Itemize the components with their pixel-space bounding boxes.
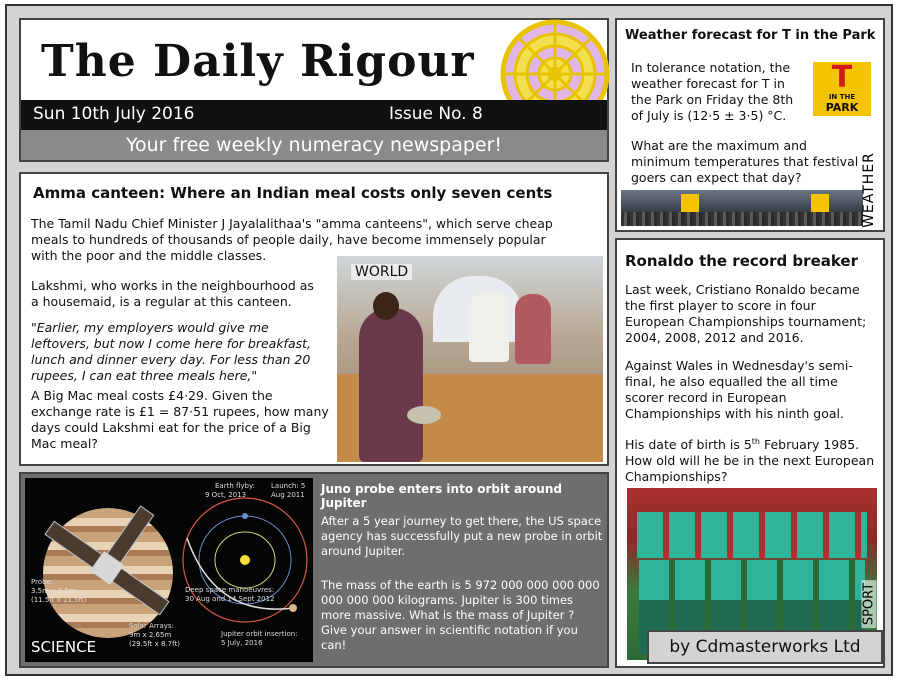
sport-tag: SPORT bbox=[862, 580, 877, 628]
masthead-title: The Daily Rigour bbox=[41, 36, 475, 87]
amma-paragraph-1: The Tamil Nadu Chief Minister J Jayalalithaa's "amma canteens", which serve cheap meals to hundreds of thousands of people daily, have become immensely popular with the poor and the middle classes. bbox=[31, 216, 553, 263]
logo-letter: T bbox=[831, 60, 853, 95]
juno-headline: Juno probe enters into orbit around Jupiter bbox=[321, 482, 562, 510]
weather-text-1: In tolerance notation, the weather forecast for T in the Park on Friday the 8th of July is (12·5 ± 3·5) °C. bbox=[631, 60, 794, 123]
t-in-the-park-logo bbox=[813, 62, 871, 116]
probe-size-m: 3.5m x 3.5m bbox=[31, 587, 76, 595]
ronaldo-question-start: His date of birth is 5 bbox=[625, 437, 752, 453]
solar-arrays-label: Solar Arrays: bbox=[129, 622, 174, 630]
ronaldo-paragraph-1: Last week, Cristiano Ronaldo became the first player to score in four European Championships tournament; 2004, 2008, 2012 and 2016. bbox=[625, 282, 867, 345]
ronaldo-paragraph-2: Against Wales in Wednesday's semi-final, he also equalled the all time scorer record in European Championships with his ninth goal. bbox=[625, 358, 853, 421]
newspaper-page bbox=[5, 4, 893, 676]
solar-arrays-size-m: 9m x 2.65m bbox=[129, 631, 172, 639]
juno-diagram bbox=[25, 478, 313, 662]
credit-box bbox=[647, 630, 883, 664]
ronaldo-headline: Ronaldo the record breaker bbox=[625, 252, 859, 270]
launch-date: Aug 2011 bbox=[271, 491, 305, 499]
ronaldo-question bbox=[625, 434, 879, 485]
manoeuvres-label: Deep space manoeuvres: bbox=[185, 586, 275, 594]
weather-side-tag: WEATHER bbox=[861, 152, 877, 228]
canteen-photo bbox=[337, 256, 603, 462]
orbit-insertion-label: Jupiter orbit insertion: bbox=[221, 630, 298, 638]
amma-quote: "Earlier, my employers would give me leftovers, but now I come here for breakfast, lunch and dinner every day. For less than 20 rupees, I can eat three meals here," bbox=[31, 320, 312, 383]
weather-panel bbox=[615, 18, 885, 232]
amma-headline: Amma canteen: Where an Indian meal costs only seven cents bbox=[33, 184, 553, 202]
ronaldo-panel bbox=[615, 238, 885, 668]
logo-line-2: PARK bbox=[825, 101, 859, 114]
world-tag: WORLD bbox=[351, 264, 412, 280]
logo-line-1: IN THE bbox=[828, 93, 856, 101]
masthead bbox=[19, 18, 609, 162]
probe-label: Probe: bbox=[31, 578, 54, 586]
manoeuvres-dates: 30 Aug and 14 Sept 2012 bbox=[185, 595, 275, 603]
juno-panel bbox=[19, 472, 609, 668]
juno-paragraph-1: After a 5 year journey to get there, the US space agency has successfully put a new probe in orbit around Jupiter. bbox=[321, 514, 603, 558]
ronaldo-question-sup: th bbox=[751, 437, 761, 446]
earth-flyby-label: Earth flyby: bbox=[215, 482, 255, 490]
masthead-date: Sun 10th July 2016 bbox=[33, 104, 195, 124]
amma-panel bbox=[19, 172, 609, 466]
weather-headline: Weather forecast for T in the Park bbox=[625, 28, 876, 43]
masthead-issue: Issue No. 8 bbox=[389, 104, 483, 124]
amma-paragraph-2: Lakshmi, who works in the neighbourhood as a housemaid, is a regular at this canteen. bbox=[31, 278, 314, 309]
earth-flyby-date: 9 Oct, 2013 bbox=[205, 491, 247, 499]
festival-crowd-photo bbox=[621, 190, 863, 226]
weather-text-2: What are the maximum and minimum temperatures that festival goers can expect that day? bbox=[631, 138, 859, 185]
science-tag: SCIENCE bbox=[31, 638, 97, 656]
masthead-tagline: Your free weekly numeracy newspaper! bbox=[125, 134, 503, 156]
credit-text: by Cdmasterworks Ltd bbox=[669, 637, 861, 657]
orbit-insertion-date: 5 July, 2016 bbox=[221, 639, 263, 647]
solar-arrays-size-ft: (29.5ft x 8.7ft) bbox=[129, 640, 180, 648]
launch-label: Launch: 5 bbox=[271, 482, 306, 490]
ronaldo-question-end: February 1985. How old will he be in the next European Championships? bbox=[625, 437, 875, 485]
juno-paragraph-2: The mass of the earth is 5 972 000 000 000 000 000 000 000 kilograms. Jupiter is 300 times more massive. What is the mass of Jupiter ? Give your answer in scientific notation if you can! bbox=[321, 578, 600, 652]
amma-question: A Big Mac meal costs £4·29. Given the exchange rate is £1 = 87·51 rupees, how many days could Lakshmi eat for the price of a Big Mac meal? bbox=[31, 388, 329, 451]
probe-size-ft: (11.5ft x 11.5ft) bbox=[31, 596, 87, 604]
